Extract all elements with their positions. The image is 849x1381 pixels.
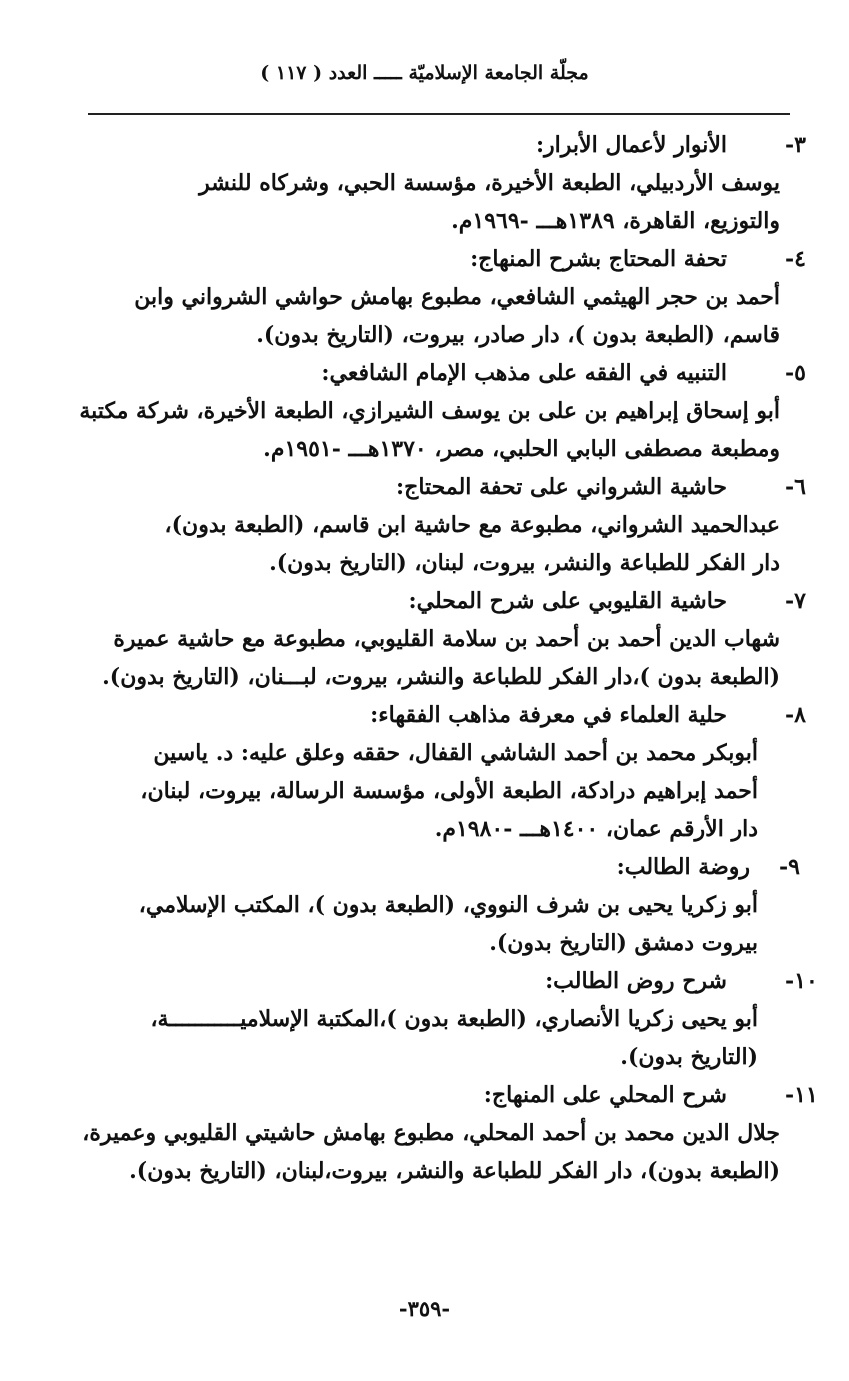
entry-number: ١١-	[785, 1082, 818, 1108]
entry-number: ١٠-	[785, 968, 818, 994]
entry-line: ومطبعة مصطفى البابي الحلبي، مصر، ١٣٧٠هـــ -١٩٥١م.	[263, 436, 780, 462]
entry-body	[78, 506, 780, 582]
entry-line: دار الفكر للطباعة والنشر، بيروت، لبنان، (التاريخ بدون).	[269, 550, 780, 576]
bibliography-entry	[78, 582, 806, 696]
entry-heading	[78, 848, 800, 886]
entry-title: التنبيه في الفقه على مذهب الإمام الشافعي:	[321, 360, 727, 386]
entry-number: ٨-	[785, 702, 806, 728]
entry-number: ٧-	[785, 588, 806, 614]
entry-line: أبو إسحاق إبراهيم بن على بن يوسف الشيرازي، الطبعة الأخيرة، شركة مكتبة	[79, 398, 780, 424]
entry-line: أبو يحيى زكريا الأنصاري، (الطبعة بدون )،المكتبة الإسلاميـــــــــــة،	[150, 1006, 758, 1032]
entry-heading	[78, 962, 818, 1000]
entry-number: ٤-	[785, 246, 806, 272]
entry-body	[78, 1114, 780, 1190]
entry-body	[78, 164, 780, 240]
entry-line: يوسف الأردبيلي، الطبعة الأخيرة، مؤسسة الحبي، وشركاه للنشر	[199, 170, 780, 196]
entry-body	[78, 734, 780, 848]
entry-line: أحمد إبراهيم درادكة، الطبعة الأولى، مؤسسة الرسالة، بيروت، لبنان،	[140, 778, 758, 804]
header-rule	[88, 113, 790, 115]
entry-heading	[78, 240, 806, 278]
bibliography-entry	[78, 962, 818, 1076]
running-header: مجلّة الجامعة الإسلاميّة ـــــ العدد ( ١١٧ )	[260, 62, 589, 84]
bibliography-entry	[78, 468, 806, 582]
entry-heading	[78, 696, 806, 734]
entry-title: روضة الطالب:	[616, 854, 750, 880]
entry-line: أبوبكر محمد بن أحمد الشاشي القفال، حققه وعلق عليه: د. ياسين	[153, 740, 758, 766]
entry-heading	[78, 582, 806, 620]
entry-title: شرح المحلي على المنهاج:	[483, 1082, 727, 1108]
entry-line: جلال الدين محمد بن أحمد المحلي، مطبوع بهامش حاشيتي القليوبي وعميرة،	[82, 1120, 780, 1146]
entry-number: ٩-	[779, 854, 800, 880]
bibliography-entry	[78, 1076, 818, 1190]
entry-line: (الطبعة بدون )،دار الفكر للطباعة والنشر، بيروت، لبـــنان، (التاريخ بدون).	[102, 664, 780, 690]
bibliography-entry	[78, 354, 806, 468]
entry-title: حلية العلماء في معرفة مذاهب الفقهاء:	[370, 702, 727, 728]
entry-number: ٦-	[785, 474, 806, 500]
entry-line: شهاب الدين أحمد بن أحمد بن سلامة القليوبي، مطبوعة مع حاشية عميرة	[113, 626, 780, 652]
bibliography-entry	[78, 696, 806, 848]
page-number: -٣٥٩-	[398, 1296, 451, 1321]
entry-heading	[78, 1076, 818, 1114]
entry-number: ٣-	[785, 132, 806, 158]
entry-line: (الطبعة بدون)، دار الفكر للطباعة والنشر، بيروت،لبنان، (التاريخ بدون).	[129, 1158, 780, 1184]
entry-body	[78, 1000, 780, 1076]
entry-title: الأنوار لأعمال الأبرار:	[535, 132, 727, 158]
entry-line: أبو زكريا يحيى بن شرف النووي، (الطبعة بدون )، المكتب الإسلامي،	[138, 892, 758, 918]
entry-line: بيروت دمشق (التاريخ بدون).	[489, 930, 758, 956]
entry-line: دار الأرقم عمان، ١٤٠٠هـــ -١٩٨٠م.	[434, 816, 758, 842]
entry-body	[78, 620, 780, 696]
entry-heading	[78, 468, 806, 506]
entry-line: أحمد بن حجر الهيثمي الشافعي، مطبوع بهامش حواشي الشرواني وابن	[134, 284, 780, 310]
entry-heading	[78, 126, 806, 164]
entry-body	[78, 886, 780, 962]
bibliography-entry	[78, 240, 806, 354]
bibliography-entry	[78, 126, 806, 240]
bibliography-list	[78, 126, 818, 1190]
entry-title: حاشية القليوبي على شرح المحلي:	[408, 588, 727, 614]
entry-title: شرح روض الطالب:	[545, 968, 727, 994]
entry-body	[78, 392, 780, 468]
entry-body	[78, 278, 780, 354]
entry-title: تحفة المحتاج بشرح المنهاج:	[470, 246, 727, 272]
entry-number: ٥-	[785, 360, 806, 386]
entry-line: والتوزيع، القاهرة، ١٣٨٩هـــ -١٩٦٩م.	[451, 208, 780, 234]
entry-line: (التاريخ بدون).	[620, 1044, 758, 1070]
entry-line: عبدالحميد الشرواني، مطبوعة مع حاشية ابن قاسم، (الطبعة بدون)،	[164, 512, 780, 538]
entry-heading	[78, 354, 806, 392]
entry-title: حاشية الشرواني على تحفة المحتاج:	[396, 474, 727, 500]
bibliography-entry	[78, 848, 800, 962]
entry-line: قاسم، (الطبعة بدون )، دار صادر، بيروت، (التاريخ بدون).	[256, 322, 780, 348]
